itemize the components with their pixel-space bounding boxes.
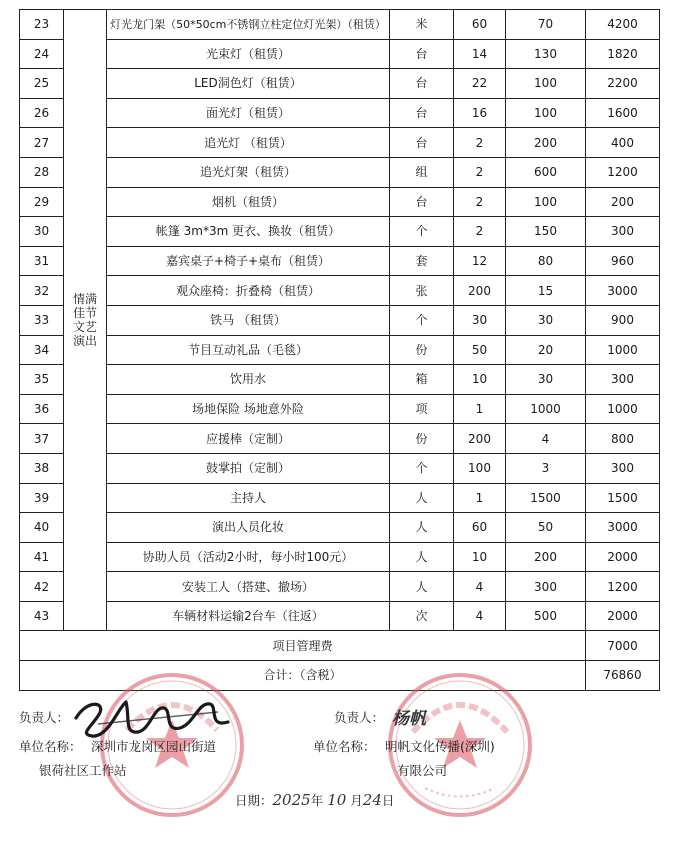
left-unit-name-line1: 深圳市龙岗区园山街道 [91, 739, 217, 754]
row-number: 41 [20, 542, 64, 572]
item-total: 960 [586, 246, 660, 276]
item-unit-price: 100 [506, 98, 586, 128]
right-responsible-signature: 杨帆 [392, 709, 426, 729]
table-row [20, 453, 660, 483]
table-row [20, 424, 660, 454]
item-name: 场地保险 场地意外险 [107, 394, 390, 424]
item-name: 协助人员（活动2小时，每小时100元） [107, 542, 390, 572]
row-number: 23 [20, 10, 64, 40]
table-row [20, 187, 660, 217]
management-fee-row-label: 项目管理费 [20, 631, 586, 661]
item-unit-price: 100 [506, 187, 586, 217]
row-number: 30 [20, 217, 64, 247]
item-name: 应援棒（定制） [107, 424, 390, 454]
item-unit-price: 200 [506, 542, 586, 572]
item-quantity: 22 [454, 69, 506, 99]
right-unit-name-line2: 有限公司 [397, 763, 448, 778]
item-name: 灯光龙门架（50*50cm不锈钢立柱定位灯光架）（租赁） [107, 10, 390, 40]
date-month: 10 [327, 791, 347, 809]
item-quantity: 1 [454, 483, 506, 513]
item-total: 2200 [586, 69, 660, 99]
item-quantity: 2 [454, 157, 506, 187]
item-name: 铁马 （租赁） [107, 305, 390, 335]
item-name: 主持人 [107, 483, 390, 513]
left-unit-name-line2: 银荷社区工作站 [39, 763, 127, 778]
item-total: 2000 [586, 601, 660, 631]
item-quantity: 200 [454, 276, 506, 306]
item-quantity: 10 [454, 542, 506, 572]
row-number: 34 [20, 335, 64, 365]
category-cell [64, 10, 107, 631]
table-row [20, 98, 660, 128]
row-number: 27 [20, 128, 64, 158]
item-quantity: 1 [454, 394, 506, 424]
item-unit: 份 [390, 424, 454, 454]
item-unit: 台 [390, 128, 454, 158]
item-unit: 台 [390, 187, 454, 217]
item-unit-price: 200 [506, 128, 586, 158]
item-name: 车辆材料运输2台车（往返） [107, 601, 390, 631]
grand-total-row-value: 76860 [586, 661, 660, 691]
row-number: 42 [20, 572, 64, 602]
row-number: 31 [20, 246, 64, 276]
item-name: 烟机（租赁） [107, 187, 390, 217]
item-total: 1000 [586, 335, 660, 365]
item-total: 900 [586, 305, 660, 335]
date-month-suffix: 月 [350, 793, 363, 808]
item-total: 1600 [586, 98, 660, 128]
item-unit-price: 1500 [506, 483, 586, 513]
item-quantity: 12 [454, 246, 506, 276]
item-name: 安装工人（搭建、撤场） [107, 572, 390, 602]
item-unit: 张 [390, 276, 454, 306]
table-row [20, 572, 660, 602]
table-row [20, 39, 660, 69]
item-total: 300 [586, 453, 660, 483]
table-row [20, 305, 660, 335]
item-unit: 人 [390, 483, 454, 513]
item-unit-price: 150 [506, 217, 586, 247]
item-total: 400 [586, 128, 660, 158]
row-number: 37 [20, 424, 64, 454]
item-name: LED洞色灯（租赁） [107, 69, 390, 99]
item-quantity: 200 [454, 424, 506, 454]
row-number: 32 [20, 276, 64, 306]
item-name: 面光灯（租赁） [107, 98, 390, 128]
item-unit-price: 4 [506, 424, 586, 454]
item-unit-price: 30 [506, 305, 586, 335]
item-total: 1200 [586, 572, 660, 602]
item-quantity: 30 [454, 305, 506, 335]
table-row [20, 10, 660, 40]
item-total: 1500 [586, 483, 660, 513]
row-number: 25 [20, 69, 64, 99]
left-responsible-label: 负责人： [19, 710, 70, 725]
right-responsible-label: 负责人： [334, 710, 385, 725]
management-fee-row-value: 7000 [586, 631, 660, 661]
item-quantity: 100 [454, 453, 506, 483]
item-total: 800 [586, 424, 660, 454]
table-row [20, 513, 660, 543]
item-name: 帐篷 3m*3m 更衣、换妆（租赁） [107, 217, 390, 247]
item-unit: 台 [390, 39, 454, 69]
signing-date [235, 791, 394, 809]
item-total: 1000 [586, 394, 660, 424]
item-unit-price: 15 [506, 276, 586, 306]
row-number: 29 [20, 187, 64, 217]
item-total: 300 [586, 365, 660, 395]
row-number: 24 [20, 39, 64, 69]
row-number: 40 [20, 513, 64, 543]
item-unit-price: 1000 [506, 394, 586, 424]
item-unit-price: 30 [506, 365, 586, 395]
table-row [20, 157, 660, 187]
item-name: 追光灯架（租赁） [107, 157, 390, 187]
item-unit: 个 [390, 453, 454, 483]
item-name: 鼓掌拍（定制） [107, 453, 390, 483]
item-total: 1200 [586, 157, 660, 187]
item-quantity: 16 [454, 98, 506, 128]
item-unit-price: 600 [506, 157, 586, 187]
row-number: 26 [20, 98, 64, 128]
item-unit: 人 [390, 572, 454, 602]
item-unit-price: 100 [506, 69, 586, 99]
item-unit-price: 50 [506, 513, 586, 543]
item-quantity: 60 [454, 513, 506, 543]
item-unit-price: 3 [506, 453, 586, 483]
date-day-suffix: 日 [381, 793, 395, 808]
row-number: 36 [20, 394, 64, 424]
item-total: 2000 [586, 542, 660, 572]
category-label: 情满佳节文艺演出 [72, 292, 97, 349]
item-unit-price: 70 [506, 10, 586, 40]
item-unit-price: 500 [506, 601, 586, 631]
item-name: 演出人员化妆 [107, 513, 390, 543]
item-unit: 台 [390, 69, 454, 99]
row-number: 39 [20, 483, 64, 513]
grand-total-row-label: 合计：（含税） [20, 661, 586, 691]
item-quantity: 2 [454, 128, 506, 158]
item-unit-price: 130 [506, 39, 586, 69]
item-quantity: 10 [454, 365, 506, 395]
right-unit-label: 单位名称： [313, 739, 376, 754]
item-name: 光束灯（租赁） [107, 39, 390, 69]
item-total: 200 [586, 187, 660, 217]
item-unit: 项 [390, 394, 454, 424]
item-quantity: 60 [454, 10, 506, 40]
item-unit-price: 80 [506, 246, 586, 276]
date-label: 日期： [235, 793, 273, 808]
item-unit: 台 [390, 98, 454, 128]
row-number: 35 [20, 365, 64, 395]
item-quantity: 4 [454, 601, 506, 631]
item-unit: 次 [390, 601, 454, 631]
item-unit: 个 [390, 305, 454, 335]
item-unit: 份 [390, 335, 454, 365]
item-total: 1820 [586, 39, 660, 69]
item-unit: 人 [390, 513, 454, 543]
row-number: 43 [20, 601, 64, 631]
date-day: 24 [362, 791, 382, 809]
table-row [20, 365, 660, 395]
left-unit-label: 单位名称： [19, 739, 82, 754]
table-row [20, 335, 660, 365]
item-unit: 套 [390, 246, 454, 276]
management-fee-row [20, 631, 660, 661]
table-row [20, 483, 660, 513]
item-unit: 组 [390, 157, 454, 187]
table-row [20, 394, 660, 424]
row-number: 28 [20, 157, 64, 187]
table-row [20, 69, 660, 99]
table-row [20, 246, 660, 276]
item-unit-price: 300 [506, 572, 586, 602]
item-quantity: 14 [454, 39, 506, 69]
item-unit: 人 [390, 542, 454, 572]
table-row [20, 276, 660, 306]
item-total: 300 [586, 217, 660, 247]
row-number: 38 [20, 453, 64, 483]
item-name: 饮用水 [107, 365, 390, 395]
item-total: 4200 [586, 10, 660, 40]
table-row [20, 128, 660, 158]
right-unit-name-line1: 明帆文化传播(深圳) [385, 739, 495, 754]
item-unit: 个 [390, 217, 454, 247]
table-row [20, 217, 660, 247]
item-name: 追光灯 （租赁） [107, 128, 390, 158]
table-body [20, 10, 660, 691]
item-unit: 米 [390, 10, 454, 40]
item-quantity: 2 [454, 187, 506, 217]
item-total: 3000 [586, 276, 660, 306]
item-total: 3000 [586, 513, 660, 543]
item-unit: 箱 [390, 365, 454, 395]
item-name: 节目互动礼品（毛毯） [107, 335, 390, 365]
table-row [20, 542, 660, 572]
date-year-suffix: 年 [310, 793, 324, 808]
item-name: 嘉宾桌子+椅子+桌布（租赁） [107, 246, 390, 276]
item-unit-price: 20 [506, 335, 586, 365]
row-number: 33 [20, 305, 64, 335]
item-quantity: 2 [454, 217, 506, 247]
item-quantity: 50 [454, 335, 506, 365]
table-row [20, 601, 660, 631]
item-quantity: 4 [454, 572, 506, 602]
date-year: 2025 [272, 791, 311, 809]
item-name: 观众座椅：折叠椅（租赁） [107, 276, 390, 306]
quotation-table [19, 9, 660, 691]
